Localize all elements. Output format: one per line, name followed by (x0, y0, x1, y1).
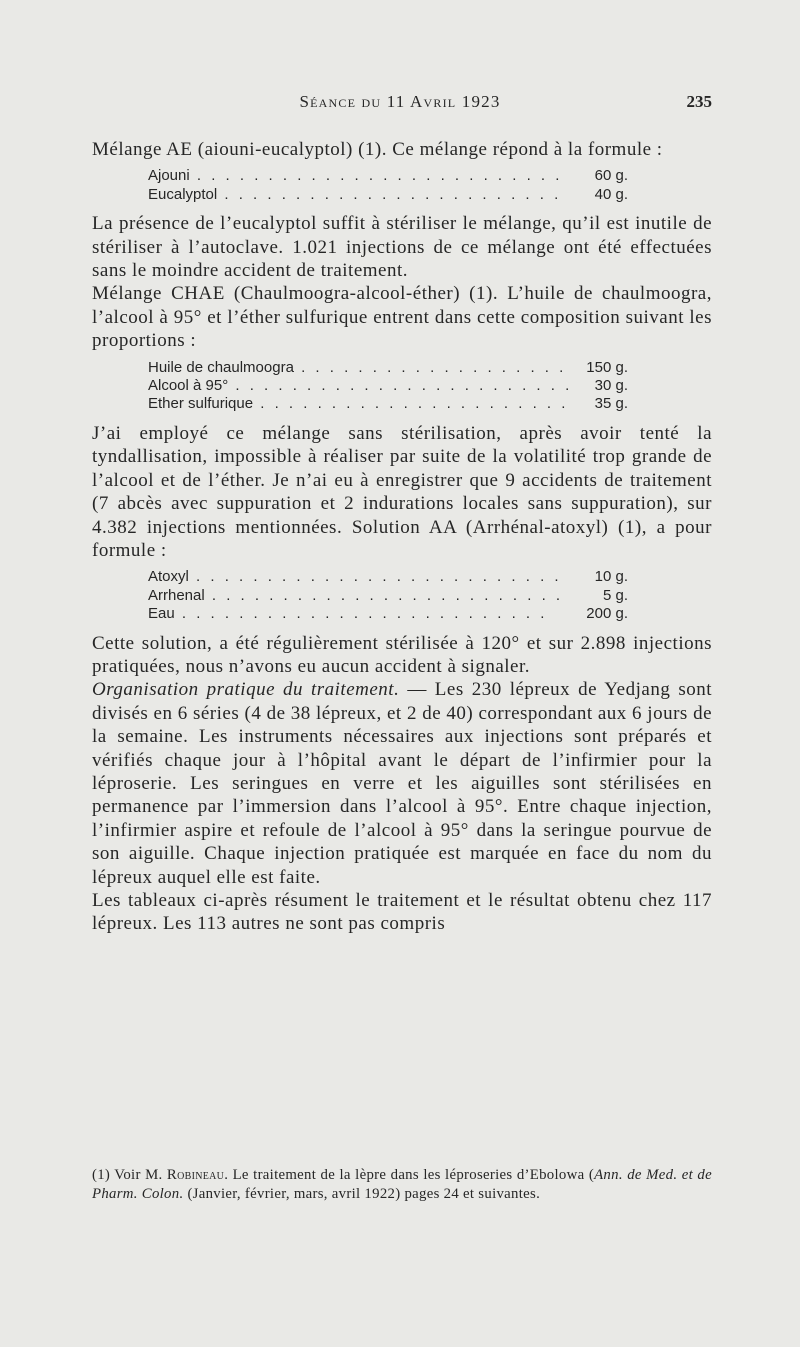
ingredient-name: Eau . . . (148, 605, 568, 623)
ingredient-name: Ajouni . . . (148, 167, 568, 185)
table-row (148, 395, 628, 413)
ingredient-name: Eucalyptol . . . (148, 186, 568, 204)
table-row (148, 359, 628, 377)
footnote-text: . Le traitement de la lèpre dans les léproseries d’Ebolowa ( (224, 1167, 595, 1183)
section-text: — Les 230 lépreux de Yedjang sont divisés en 6 séries (4 de 38 lépreux, et 2 de 40) correspondant aux 6 jours de la semaine. Les instruments nécessaires aux injections sont préparés et vérifiés chaque jour à l’hôpital avant le départ de l’infirmier pour la léproserie. Les seringues en verre et les aiguilles sont stérilisées en permanence par l’immersion dans l’alcool à 95°. Entre chaque injection, l’infirmier aspire et refoule de l’alcool à 95° dans la seringue pourvue de son aiguille. Chaque injection pratiquée est marquée en face du nom du lépreux auquel elle est faite. (92, 679, 712, 888)
ingredient-qty: 200 g. (586, 605, 628, 623)
page-number: 235 (686, 92, 712, 111)
paragraph-chae: Mélange CHAE (Chaulmoogra-alcool-éther) (1). L’huile de chaulmoogra, l’alcool à 95° et l’éther sulfurique entrent dans cette composition suivant les proportions : (92, 283, 712, 352)
formula-table-aa (148, 568, 628, 623)
table-row (148, 568, 628, 586)
ingredient-qty: 60 g. (594, 167, 628, 185)
ingredient-qty: 35 g. (594, 395, 628, 413)
footnote-prefix: (1) Voir M. (92, 1167, 167, 1183)
ingredient-name: Huile de chaulmoogra . . . (148, 359, 568, 377)
body-text (92, 138, 712, 936)
paragraph-organisation (92, 678, 712, 889)
formula-table-ae (148, 167, 628, 204)
running-head (0, 92, 800, 122)
table-row (148, 186, 628, 204)
ingredient-qty: 10 g. (594, 568, 628, 586)
footnote-date: (Janvier, février, mars, avril 1922) pages 24 et suivantes. (183, 1186, 541, 1202)
table-row (148, 377, 628, 395)
paragraph-ae: Mélange AE (aiouni-eucalyptol) (1). Ce mélange répond à la formule : (92, 139, 663, 160)
paragraph-eucalyptol: La présence de l’eucalyptol suffit à stériliser le mélange, qu’il est inutile de stériliser à l’autoclave. 1.021 injections de ce mélange ont été effectuées sans le moindre accident de traitement. (92, 213, 712, 282)
table-row (148, 167, 628, 185)
section-heading: Organisation pratique du traitement. (92, 679, 400, 701)
paragraph-tableaux: Les tableaux ci-après résument le traitement et le résultat obtenu chez 117 lépreux. Les 113 autres ne sont pas compris (92, 890, 712, 935)
paragraph-solution: Cette solution, a été régulièrement stérilisée à 120° et sur 2.898 injections pratiquées, nous n’avons eu aucun accident à signaler. (92, 632, 712, 677)
paragraph-tyndallisation: J’ai employé ce mélange sans stérilisation, après avoir tenté la tyndallisation, impossible à réaliser par suite de la volatilité trop grande de l’alcool et de l’éther. Je n’ai eu à enregistrer que 9 accidents de traitement (7 abcès avec suppuration et 2 indurations locales sans suppuration), sur 4.382 injections mentionnées. Solution AA (Arrhénal-atoxyl) (1), a pour formule : (92, 422, 712, 561)
running-title: Séance du 11 Avril 1923 (299, 92, 501, 111)
footnote (92, 1166, 712, 1204)
ingredient-qty: 5 g. (602, 586, 628, 604)
ingredient-name: Atoxyl . . . (148, 568, 568, 586)
ingredient-name: Ether sulfurique . . . (148, 395, 568, 413)
table-row (148, 587, 628, 605)
ingredient-name: Arrhenal . . . (148, 587, 568, 605)
footnote-author: Robineau (166, 1167, 225, 1183)
ingredient-name: Alcool à 95° . . . (148, 377, 568, 395)
table-row (148, 605, 628, 623)
ingredient-qty: 30 g. (594, 377, 628, 395)
ingredient-qty: 150 g. (586, 358, 628, 376)
ingredient-qty: 40 g. (594, 185, 628, 203)
formula-table-chae (148, 359, 628, 414)
footnote-journal: Ann. de Med. et de Pharm. Colon. (92, 1167, 712, 1202)
